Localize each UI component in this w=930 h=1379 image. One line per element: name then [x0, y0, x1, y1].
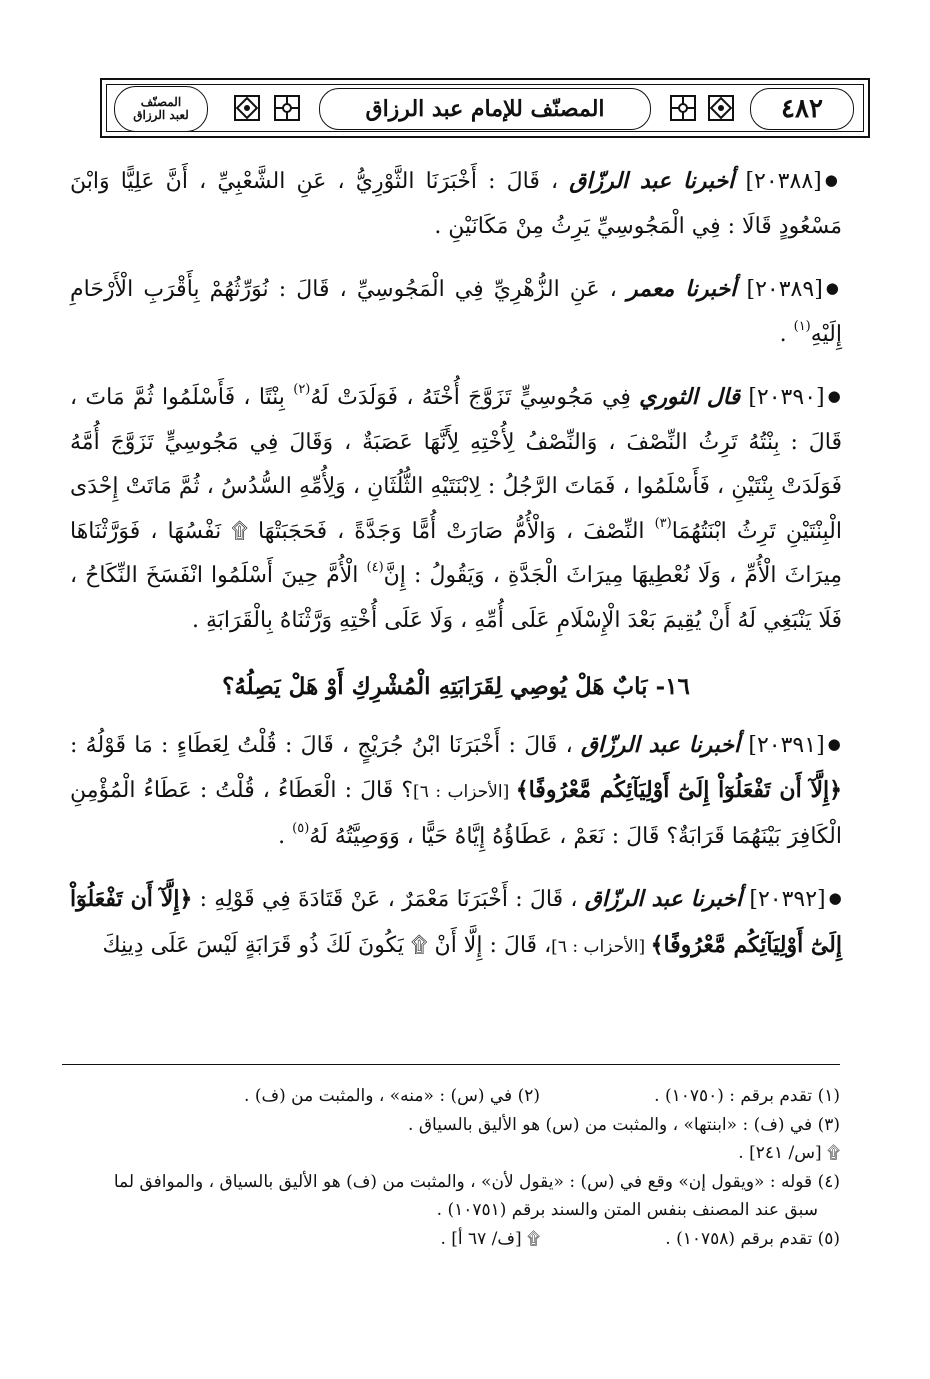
verse-reference: [الأحزاب : ٦]	[413, 782, 516, 802]
footnote-divider	[62, 1064, 840, 1065]
hadith-text: ؟ قَالَ : الْعَطَاءُ ، قُلْتُ : عَطَاءُ الْمُؤْمِنِ الْكَافِرَ بَيْنَهُمَا قَرَابَةٌ؟ قَالَ : نَعَمْ ، عَطَاؤُهُ إِيَّاهُ حَيًّا ، وَوَصِيَّتُهُ لَهُ	[70, 778, 842, 849]
quran-verse: ﴿إِلَّآ أَن تَفْعَلُوٓاْ إِلَىٰٓ أَوْلِيَآئِكُم مَّعْرُوفًا﴾	[515, 777, 843, 803]
seal-line: لعبد الرزاق	[133, 108, 189, 122]
footnote-marker[interactable]: (١)	[793, 318, 811, 334]
chapter-heading: ١٦- بَابٌ هَلْ يُوصِي لِقَرَابَتِهِ الْمُشْرِكِ أَوْ هَلْ يَصِلُهُ؟	[222, 673, 690, 700]
bullet-icon: ●	[824, 171, 842, 189]
hadith-lead: قال الثوري	[639, 384, 741, 410]
hadith-number: [٢٠٣٩٠]	[748, 385, 825, 410]
hadith-paragraph	[70, 876, 842, 969]
verse-reference: [الأحزاب : ٦]	[551, 936, 651, 957]
ornament-knot-icon	[706, 93, 736, 123]
hadith-text: ، قَالَ : أَخْبَرَنَا الثَّوْرِيُّ ، عَنِ الشَّعْبِيِّ ، أَنَّ عَلِيًّا وَابْنَ مَسْعُودٍ قَالَا : فِي الْمَجُوسِيِّ يَرِثُ مِنْ مَكَانَيْنِ .	[70, 169, 842, 239]
footnote-1: (١) تقدم برقم : (١٠٧٥٠) .	[654, 1086, 840, 1106]
hadith-text: ، عَنِ الزُّهْرِيِّ فِي الْمَجُوسِيِّ ، قَالَ : نُوَرِّثُهُمْ بِأَقْرَبِ الْأَرْحَامِ إِلَيْهِ	[70, 277, 842, 347]
footnote-4: (٤) قوله : «ويقول إن» وقع في (س) : «يقول لأن» ، والمثبت من (ف) هو الأليق بالسياق ، والموافق لما	[113, 1171, 840, 1192]
hadith-text-tail: .	[779, 321, 794, 347]
hadith-lead: أخبرنا عبد الرزّاق	[569, 168, 735, 194]
hadith-number: [٢٠٣٨٩]	[746, 277, 823, 302]
hadith-text: النِّصْفَ ، وَالْأُمُّ صَارَتْ أُمًّا وَجَدَّةً ، فَحَجَبَتْهَا ۩ نَفْسُهَا ، فَوَرَّثْنَاهَا مِيرَاثَ الْأُمِّ ، وَلَا نُعْطِيهَا مِيرَاثَ الْجَدَّةِ ، وَيَقُولُ : إِنَّ	[70, 518, 842, 588]
footnote-marker[interactable]: (٤)	[366, 560, 384, 575]
footnote-2: (٢) في (س) : «منه» ، والمثبت من (ف) .	[244, 1086, 540, 1106]
hadith-number: [٢٠٣٩٢]	[749, 887, 826, 912]
quran-verse: ﴿إِلَّآ أَن تَفْعَلُوٓاْ إِلَىٰٓ أَوْلِيَآئِكُم مَّعْرُوفًا﴾	[70, 886, 842, 958]
bullet-icon: ●	[828, 889, 842, 907]
ornament-knot-icon	[668, 93, 698, 123]
hadith-number: [٢٠٣٩١]	[748, 732, 825, 758]
footnote-row	[62, 1225, 840, 1254]
manuscript-mark: ۩ [س/ ٢٤١] .	[738, 1143, 840, 1163]
hadith-text: فِي مَجُوسِيٍّ تَزَوَّجَ أُخْتَهُ ، فَوَلَدَتْ لَهُ	[310, 385, 640, 410]
footnote-3: (٣) في (ف) : «ابنتها» ، والمثبت من (س) هو الأليق بالسياق .	[408, 1114, 840, 1135]
page-number: ٤٨٢	[750, 88, 854, 130]
footnote-4-continued: سبق عند المصنف بنفس المتن والسند برقم (١٠٧٥١) .	[436, 1200, 818, 1220]
footnote-marker[interactable]: (٥)	[292, 820, 310, 836]
hadith-lead: أخبرنا معمر	[627, 276, 737, 302]
ornament-knot-icon	[272, 93, 302, 123]
hadith-text-tail: .	[278, 823, 293, 849]
hadith-number: [٢٠٣٨٨]	[745, 169, 822, 194]
hadith-paragraph	[70, 374, 842, 643]
hadith-lead: أخبرنا عبد الرزّاق	[580, 731, 741, 758]
hadith-paragraph	[70, 722, 842, 860]
hadith-text: بِنْتًا ، فَأَسْلَمُوا ثُمَّ مَاتَ ، قَالَ : بِنْتُهُ تَرِثُ النِّصْفَ ، وَالنِّصْفُ لِأُخْتِهِ لِأَنَّهَا عَصَبَةٌ ، وَقَالَ فِي مَجُوسِيٍّ تَزَوَّجَ أُمَّهُ فَوَلَدَتْ بِنْتَيْنِ ، فَأَسْلَمُوا ، فَمَاتَ الرَّجُلُ : لِابْنَتَيْهِ الثُّلُثَانِ ، وَلِأُمِّهِ السُّدُسُ ، ثُمَّ مَاتَتْ إِحْدَى الْبِنْتَيْنِ تَرِثُ ابْنَتُهُمَا	[70, 385, 842, 544]
hadith-text: ، قَالَ : أَخْبَرَنَا مَعْمَرٌ ، عَنْ قَتَادَةَ فِي قَوْلِهِ :	[192, 887, 578, 912]
hadith-paragraph	[70, 266, 842, 357]
bullet-icon: ●	[827, 387, 843, 405]
footnote-row	[62, 1082, 840, 1111]
seal-line: المصنّف	[140, 95, 182, 109]
footnotes	[62, 1082, 840, 1253]
bullet-icon: ●	[825, 279, 843, 297]
footnote-marker[interactable]: (٢)	[293, 382, 311, 397]
footnote-5: (٥) تقدم برقم (١٠٧٥٨) .	[665, 1228, 840, 1249]
hadith-text: ، قَالَ : أَخْبَرَنَا ابْنُ جُرَيْجٍ ، قَالَ : قُلْتُ لِعَطَاءٍ : مَا قَوْلُهُ :	[70, 732, 573, 758]
page-header	[100, 78, 870, 138]
hadith-text: الْأُمَّ حِينَ أَسْلَمُوا انْفَسَخَ النِّكَاحُ ، فَلَا يَنْبَغِي لَهُ أَنْ يُقِيمَ بَعْدَ الْإِسْلَامِ عَلَى أُمِّهِ ، وَلَا عَلَى أُخْتِهِ وَرَّثْنَاهُ بِالْقَرَابَةِ .	[70, 563, 842, 633]
hadith-text: ، قَالَ : إِلَّا أَنْ ۩ يَكُونَ لَكَ ذُو قَرَابَةٍ لَيْسَ عَلَى دِينِكَ	[102, 932, 552, 958]
ornament-knot-icon	[232, 93, 262, 123]
hadith-paragraph	[70, 158, 842, 249]
footnote-marker[interactable]: (٣)	[654, 515, 672, 531]
hadith-lead: أخبرنا عبد الرزّاق	[584, 886, 743, 912]
manuscript-mark: ۩ [ف/ ٦٧ أ] .	[440, 1228, 540, 1249]
book-seal-logo	[114, 86, 208, 132]
book-title: المصنّف للإمام عبد الرزاق	[319, 88, 651, 130]
bullet-icon: ●	[827, 734, 842, 753]
main-text	[70, 158, 842, 986]
